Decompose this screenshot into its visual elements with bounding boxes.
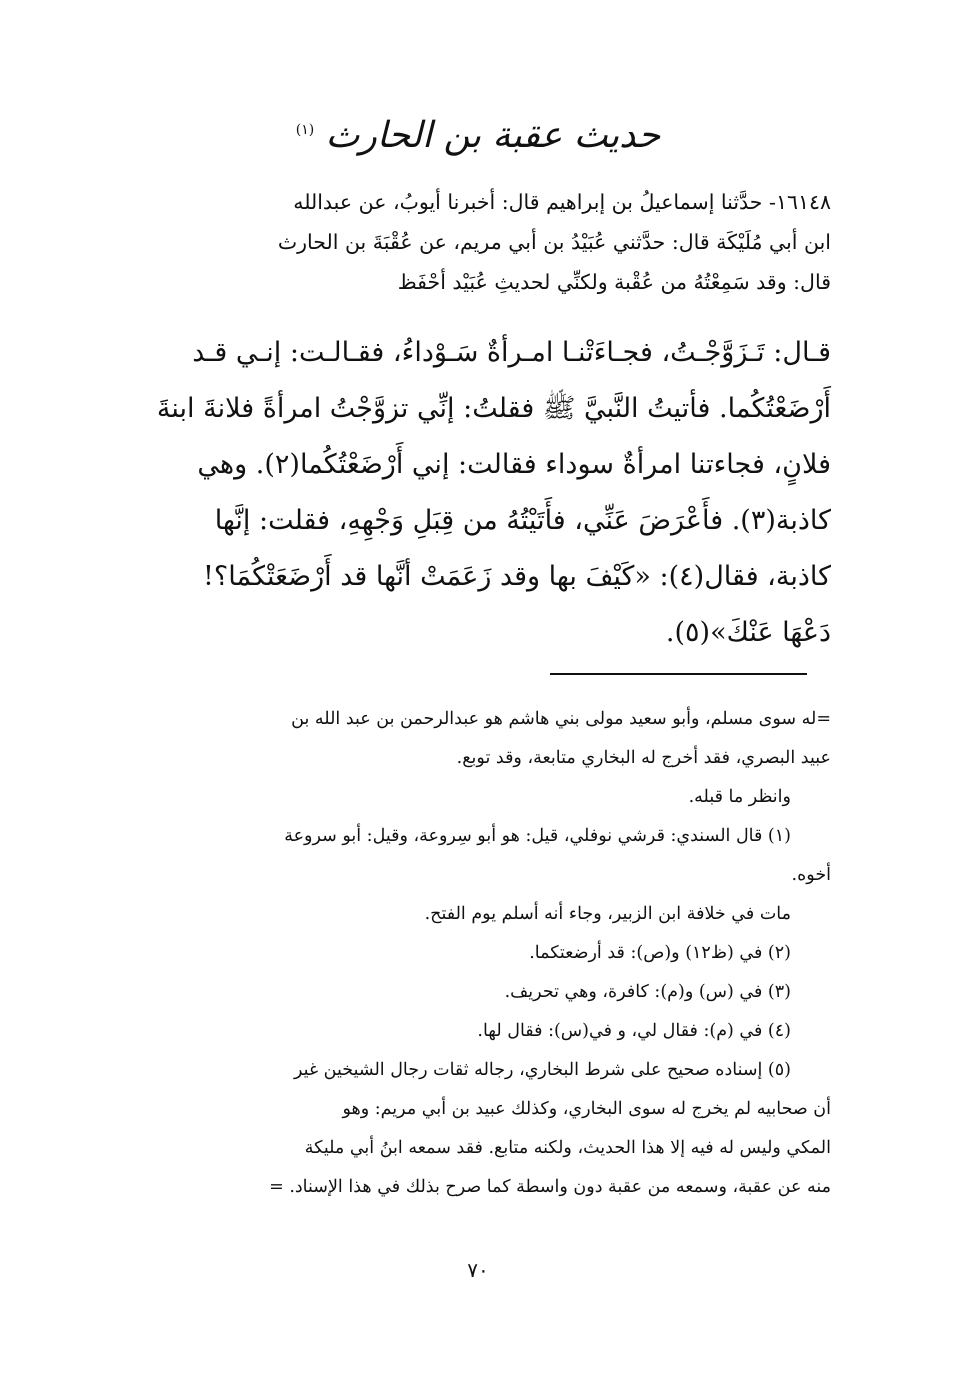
footnote-line: (٤) في (م): فقال لي، و في(س): فقال لها. xyxy=(477,1021,791,1041)
footnote-line: (٣) في (س) و(م): كافرة، وهي تحريف. xyxy=(504,982,791,1002)
footnote-line: المكي وليس له فيه إلا هذا الحديث، ولكنه متابع. فقد سمعه ابنُ أبي مليكة xyxy=(304,1138,831,1158)
footnote-line: أخوه. xyxy=(791,865,831,885)
isnad-line: قال: وقد سَمِعْتُهُ من عُقْبة ولكنِّي لحديثِ عُبَيْد أحْفَظ xyxy=(397,270,831,294)
matn-line: قـال: تَـزَوَّجْـتُ، فجـاءَتْنـا امـرأةٌ سَـوْداءُ، فقـالـت: إنـي قـد xyxy=(192,337,831,368)
isnad-line: ١٦١٤٨- حدَّثنا إسماعيلُ بن إبراهيم قال: أخبرنا أيوبُ، عن عبدالله xyxy=(293,190,831,214)
isnad-line: ابن أبي مُلَيْكَة قال: حدَّثني عُبَيْدُ بن أبي مريم، عن عُقْبَةَ بن الحارث xyxy=(277,230,831,254)
footnote-line: مات في خلافة ابن الزبير، وجاء أنه أسلم يوم الفتح. xyxy=(424,904,791,924)
footnote-line: (١) قال السندي: قرشي نوفلي، قيل: هو أبو سِروعة، وقيل: أبو سروعة xyxy=(284,826,791,846)
matn-line: فلانٍ، فجاءتنا امرأةٌ سوداء فقالت: إني أَرْضَعْتُكُما(٢). وهي xyxy=(197,449,831,480)
hadith-matn xyxy=(126,325,831,661)
matn-line: كاذبة، فقال(٤): «كَيْفَ بها وقد زَعَمَتْ أنَّها قد أَرْضَعَتْكُمَا؟! xyxy=(203,561,831,592)
footnote-line: (٥) إسناده صحيح على شرط البخاري، رجاله ثقات رجال الشيخين غير xyxy=(294,1060,791,1080)
page-number: ٧٠ xyxy=(467,1258,489,1282)
footnote-line: وانظر ما قبله. xyxy=(688,787,791,807)
matn-line: كاذبة(٣). فأَعْرَضَ عَنِّي، فأَتَيْتُهُ من قِبَلِ وَجْهِهِ، فقلت: إنَّها xyxy=(214,505,831,536)
footnote-line: عبيد البصري، فقد أخرج له البخاري متابعة، وقد توبع. xyxy=(456,748,831,768)
footnote-line: أن صحابيه لم يخرج له سوى البخاري، وكذلك عبيد بن أبي مريم: وهو xyxy=(342,1099,831,1119)
title-text: حديث عقبة بن الحارث xyxy=(325,115,661,156)
footnote-line: =له سوى مسلم، وأبو سعيد مولى بني هاشم هو عبدالرحمن بن عبد الله بن xyxy=(291,709,831,729)
footnotes xyxy=(126,700,831,1207)
page-title xyxy=(0,100,956,166)
footnote-separator xyxy=(550,673,807,675)
matn-line: أَرْضَعْتُكُما. فأتيتُ النَّبيَّ ﷺ فقلتُ: إنِّي تزوَّجْتُ امرأةً فلانةَ ابنةَ xyxy=(156,393,831,424)
footnote-line: منه عن عقبة، وسمعه من عقبة دون واسطة كما صرح بذلك في هذا الإسناد. = xyxy=(269,1177,831,1197)
matn-line: دَعْهَا عَنْكَ»(٥). xyxy=(665,617,831,648)
footnote-line: (٢) في (ظ١٢) و(ص): قد أرضعتكما. xyxy=(529,943,791,963)
title-footnote-marker: (١) xyxy=(295,122,315,138)
hadith-isnad xyxy=(126,182,831,302)
